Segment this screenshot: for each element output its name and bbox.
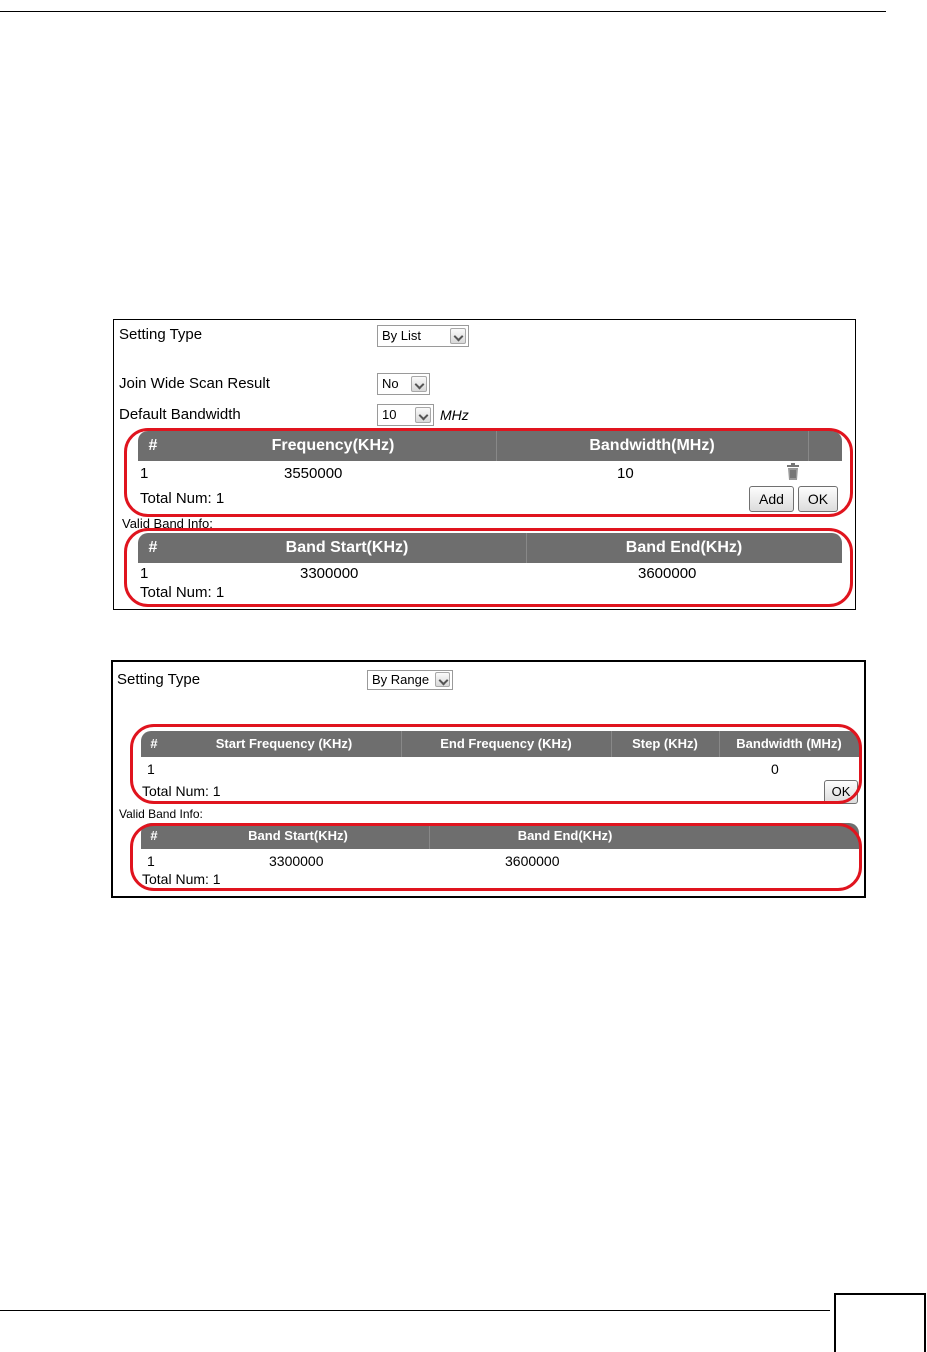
default-bandwidth-label: Default Bandwidth [119,406,241,423]
chevron-down-icon [450,328,466,344]
by-list-panel [113,319,856,610]
col-step: Step (KHz) [632,736,698,751]
list-row-frequency: 3550000 [284,465,343,482]
valid-band-info-label: Valid Band Info: [122,516,213,531]
range-total: Total Num: 1 [142,783,221,799]
col-index: # [148,437,158,454]
range-table-header [141,731,859,757]
col-start-frequency: Start Frequency (KHz) [215,736,353,751]
col-index: # [150,736,158,751]
chevron-down-icon [435,672,450,687]
add-button[interactable]: Add [749,486,794,512]
col-index: # [150,828,158,843]
join-wide-scan-select[interactable] [377,373,430,395]
band-row-start: 3300000 [269,853,324,869]
join-wide-scan-value: No [382,376,399,391]
chevron-down-icon [415,407,431,423]
valid-band-info-label: Valid Band Info: [119,807,203,821]
band-table-header [138,533,842,563]
chevron-down-icon [411,376,427,392]
default-bandwidth-select[interactable] [377,404,434,426]
col-band-start: Band Start(KHz) [248,828,348,843]
join-wide-scan-label: Join Wide Scan Result [119,375,270,392]
ok-button[interactable]: OK [824,780,858,804]
col-band-end: Band End(KHz) [517,828,613,843]
range-row-index: 1 [147,761,155,777]
header-rule [0,11,886,12]
setting-type-value: By Range [372,672,430,687]
setting-type-value: By List [382,328,422,343]
band-table-header [141,823,859,849]
col-frequency: Frequency(KHz) [271,437,395,454]
range-row-bandwidth: 0 [771,761,779,777]
by-range-panel [111,660,866,898]
col-bandwidth: Bandwidth (MHz) [736,736,842,751]
band-row-end: 3600000 [505,853,560,869]
band-row-start: 3300000 [300,565,359,582]
setting-type-label: Setting Type [119,326,203,343]
band-row-index: 1 [147,853,155,869]
page-number-box [834,1293,926,1352]
list-total: Total Num: 1 [140,490,225,507]
list-row-bandwidth: 10 [617,465,634,482]
col-bandwidth: Bandwidth(MHz) [589,437,715,454]
trash-icon[interactable] [786,463,800,481]
col-band-start: Band Start(KHz) [285,539,409,556]
ok-button[interactable]: OK [798,486,838,512]
col-index: # [148,539,158,556]
setting-type-select[interactable] [367,670,453,690]
default-bandwidth-unit: MHz [440,407,469,423]
band-total: Total Num: 1 [142,871,221,887]
col-end-frequency: End Frequency (KHz) [440,736,572,751]
band-row-index: 1 [140,565,149,582]
frequency-table-header [138,431,842,461]
list-row-index: 1 [140,465,149,482]
col-band-end: Band End(KHz) [625,539,743,556]
setting-type-label: Setting Type [117,671,201,688]
footer-rule [0,1310,830,1311]
band-total: Total Num: 1 [140,584,225,601]
band-row-end: 3600000 [638,565,697,582]
setting-type-select[interactable] [377,325,469,347]
default-bandwidth-value: 10 [382,407,397,422]
